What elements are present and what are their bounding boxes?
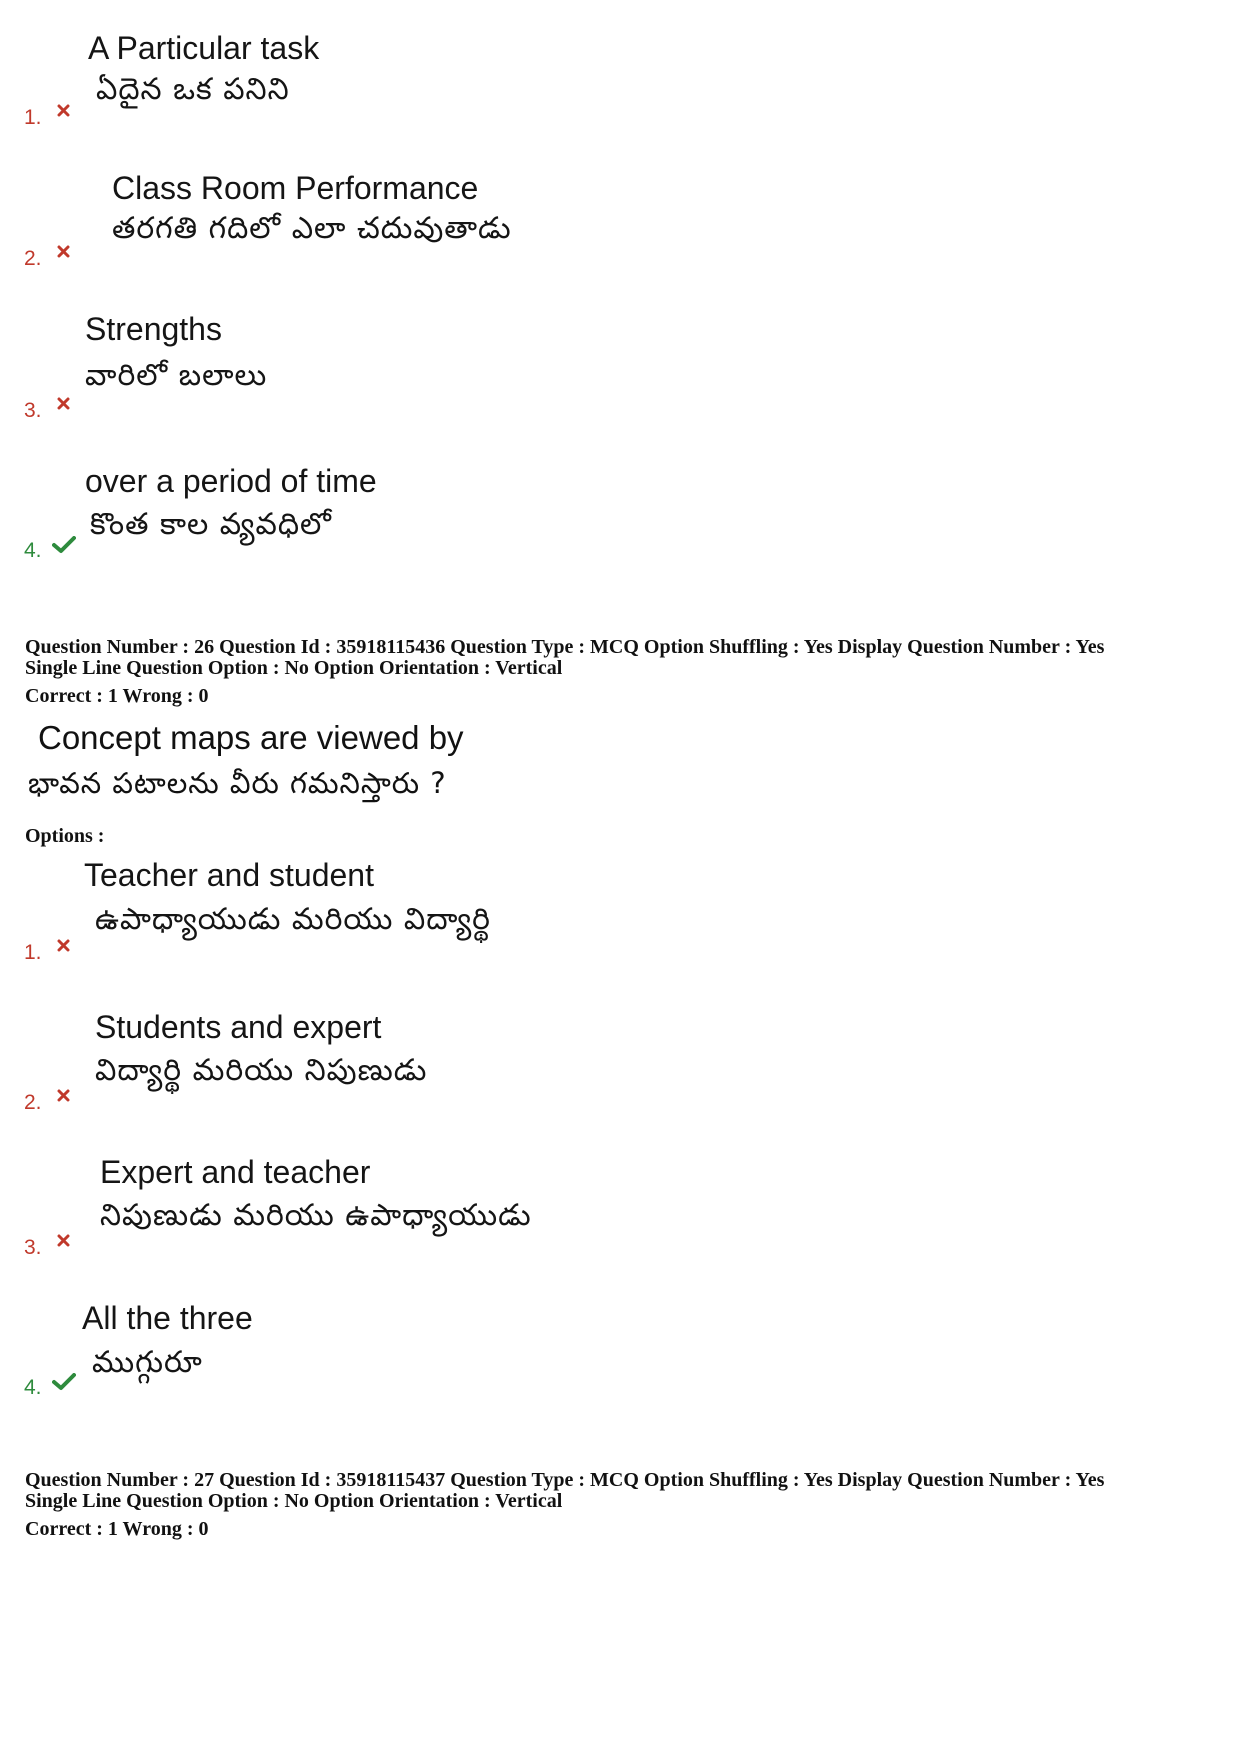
cross-icon [57,1234,70,1247]
option-text-en: Class Room Performance [112,170,479,206]
option-text-te: వారిలో బలాలు [85,358,268,393]
option-text-en: All the three [82,1300,253,1336]
question-meta-line1: Question Number : 26 Question Id : 35918115436 Question Type : MCQ Option Shuffling : Yes Display Question Number : Yes [25,636,1105,658]
option-text-en: Teacher and student [84,857,374,893]
option-text-te: నిపుణుడు మరియు ఉపాధ్యాయుడు [100,1198,532,1233]
option-text-en: over a period of time [85,463,377,499]
check-icon [52,1373,76,1391]
option-number: 4. [24,539,42,562]
option-number: 3. [24,1236,42,1259]
question-marks: Correct : 1 Wrong : 0 [25,685,209,707]
cross-icon [57,104,70,117]
question-meta-line2: Single Line Question Option : No Option Orientation : Vertical [25,1490,563,1512]
option-text-te: కొంత కాల వ్యవధిలో [90,507,332,542]
option-number: 2. [24,1091,42,1114]
cross-icon [57,939,70,952]
cross-icon [57,1089,70,1102]
question-text-te: భావన పటాలను వీరు గమనిస్తారు ? [28,766,447,800]
option-number: 4. [24,1376,42,1399]
cross-icon [57,245,70,258]
question-marks: Correct : 1 Wrong : 0 [25,1518,209,1540]
option-text-te: తరగతి గదిలో ఎలా చదువుతాడు [112,211,512,246]
option-text-en: Students and expert [95,1009,382,1045]
question-meta-line1: Question Number : 27 Question Id : 35918115437 Question Type : MCQ Option Shuffling : Yes Display Question Number : Yes [25,1469,1105,1491]
option-text-te: ఉపాధ్యాయుడు మరియు విద్యార్థి [95,902,491,937]
question-text-en: Concept maps are viewed by [38,719,464,756]
option-number: 1. [24,941,42,964]
option-text-en: Strengths [85,311,222,347]
question-meta-line2: Single Line Question Option : No Option Orientation : Vertical [25,657,563,679]
option-number: 1. [24,106,42,129]
option-text-en: A Particular task [88,30,320,66]
option-text-te: విద్యార్థి మరియు నిపుణుడు [95,1053,428,1088]
check-icon [52,536,76,554]
options-label: Options : [25,825,105,847]
option-text-en: Expert and teacher [100,1154,371,1190]
option-text-te: ఏదైన ఒక పనిని [96,72,290,107]
option-number: 3. [24,399,42,422]
option-text-te: ముగ్గురూ [92,1345,203,1380]
cross-icon [57,397,70,410]
option-number: 2. [24,247,42,270]
